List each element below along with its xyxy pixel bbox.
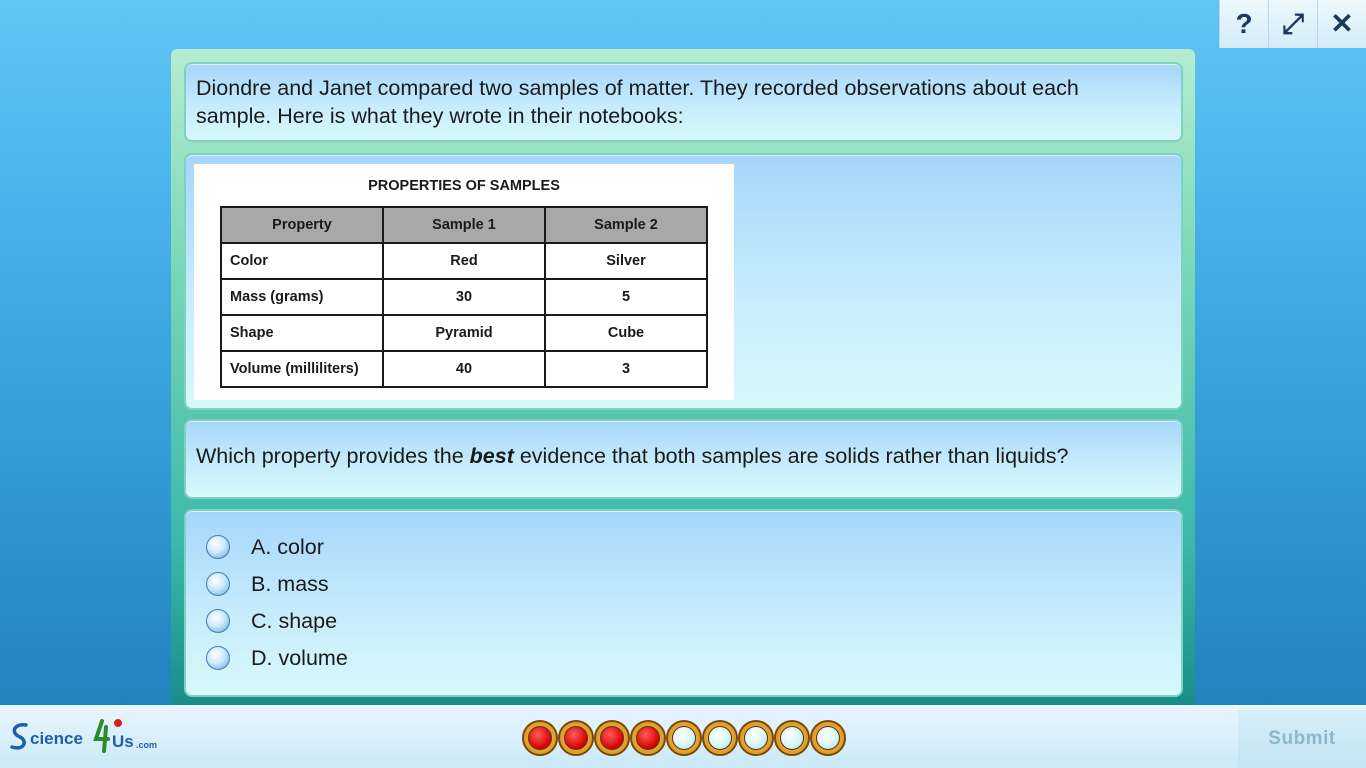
question-text-before: Which property provides the <box>196 444 470 468</box>
answer-label: B. mass <box>251 571 329 596</box>
table-row <box>221 315 707 351</box>
answer-label: A. color <box>251 534 324 559</box>
progress-dot <box>774 720 810 756</box>
table-header-row <box>221 207 707 243</box>
question-box <box>184 419 1183 499</box>
table-cell: Shape <box>221 315 383 351</box>
table-cell: Silver <box>545 243 707 279</box>
svg-text:.com: .com <box>136 740 158 750</box>
progress-dot-fill <box>600 726 624 750</box>
help-icon: ? <box>1235 8 1253 39</box>
prompt-text: Diondre and Janet compared two samples of matter. They recorded observations about each sample. Here is what they wrote in their notebooks: <box>196 76 1079 128</box>
progress-dot-fill <box>780 726 804 750</box>
table-header-cell: Property <box>221 207 383 243</box>
submit-button[interactable]: Submit <box>1238 710 1366 768</box>
radio-button[interactable] <box>206 535 230 559</box>
progress-dot-fill <box>708 726 732 750</box>
progress-dot-fill <box>636 726 660 750</box>
close-button[interactable] <box>1317 0 1366 48</box>
svg-text:cience: cience <box>30 729 83 748</box>
properties-table-image <box>194 164 734 400</box>
answer-option-c[interactable] <box>206 606 337 636</box>
answer-label: D. volume <box>251 645 348 670</box>
progress-dot <box>738 720 774 756</box>
table-cell: 30 <box>383 279 545 315</box>
answer-label: C. shape <box>251 608 338 633</box>
table-row <box>221 351 707 387</box>
answer-option-d[interactable] <box>206 643 348 673</box>
table-cell: 3 <box>545 351 707 387</box>
progress-dot <box>666 720 702 756</box>
progress-dot <box>810 720 846 756</box>
progress-dot-fill <box>564 726 588 750</box>
answer-option-a[interactable] <box>206 532 324 562</box>
progress-dot-fill <box>672 726 696 750</box>
question-panel <box>171 49 1195 705</box>
expand-icon: ⤢ <box>1281 8 1305 39</box>
table-row <box>221 279 707 315</box>
table-cell: Volume (milliliters) <box>221 351 383 387</box>
table-title: PROPERTIES OF SAMPLES <box>368 178 560 194</box>
table-header-cell: Sample 2 <box>545 207 707 243</box>
table-cell: Red <box>383 243 545 279</box>
bottom-bar <box>0 705 1366 768</box>
question-emphasis: best <box>469 444 514 468</box>
progress-dot-fill <box>528 726 552 750</box>
logo-image <box>8 717 173 757</box>
radio-button[interactable] <box>206 646 230 670</box>
progress-dot <box>630 720 666 756</box>
properties-table <box>220 206 708 388</box>
progress-dot <box>558 720 594 756</box>
close-icon: ✕ <box>1330 8 1354 39</box>
progress-dot <box>522 720 558 756</box>
answer-option-b[interactable] <box>206 569 329 599</box>
science4us-logo[interactable] <box>8 717 173 757</box>
table-box <box>184 153 1183 410</box>
question-text <box>196 444 1068 469</box>
svg-text:Us: Us <box>112 732 134 751</box>
table-cell: Mass (grams) <box>221 279 383 315</box>
table-cell: Color <box>221 243 383 279</box>
table-cell: 40 <box>383 351 545 387</box>
progress-dot-fill <box>816 726 840 750</box>
answers-box <box>184 509 1183 697</box>
table-cell: Pyramid <box>383 315 545 351</box>
help-button[interactable] <box>1219 0 1268 48</box>
table-row <box>221 243 707 279</box>
progress-dot-fill <box>744 726 768 750</box>
table-cell: Cube <box>545 315 707 351</box>
table-header-cell: Sample 1 <box>383 207 545 243</box>
prompt-box <box>184 62 1183 142</box>
progress-dot <box>702 720 738 756</box>
table-cell: 5 <box>545 279 707 315</box>
top-controls <box>1219 0 1366 48</box>
progress-indicator <box>522 720 846 756</box>
radio-button[interactable] <box>206 609 230 633</box>
progress-dot <box>594 720 630 756</box>
fullscreen-button[interactable] <box>1268 0 1317 48</box>
question-text-after: evidence that both samples are solids rather than liquids? <box>513 444 1069 468</box>
radio-button[interactable] <box>206 572 230 596</box>
